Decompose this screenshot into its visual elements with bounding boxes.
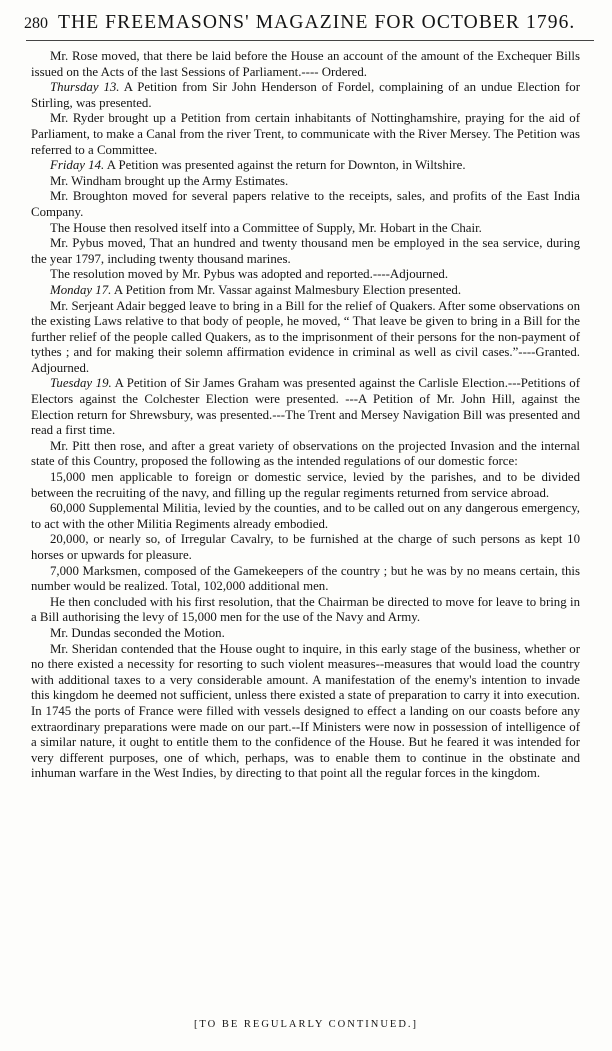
paragraph-text: 20,000, or nearly so, of Irregular Cavalry, to be furnished at the charge of such persons as kept 10 horses or upwards for pleasure. [31, 532, 580, 562]
paragraph [31, 470, 580, 501]
continued-notice: [TO BE REGULARLY CONTINUED.] [193, 1019, 419, 1030]
paragraph [31, 49, 580, 80]
article-body [31, 49, 580, 782]
paragraph [31, 158, 580, 174]
paragraph [31, 111, 580, 158]
session-day: Tuesday 19. [50, 376, 112, 391]
paragraph [31, 532, 580, 563]
paragraph-text: Mr. Sheridan contended that the House ought to inquire, in this early stage of the business, whether or no there existed a necessity for resorting to such violent measures--measures that would load the country with additional taxes to a very considerable amount. A manifestation of the enemy's intention to invade this kingdom he deemed not sufficient, unless there existed a state of preparation to carry it into execution. In 1745 the ports of France were filled with vessels designed to effect a landing on our coasts before any extraordinary preparations were made on our part.--If Ministers were now in possession of intelligence of a similar nature, it ought to entitle them to the confidence of the House. But he feared it was intended for very different purposes, one of which, perhaps, was to enable them to continue in the obstinate and inhuman warfare in the West Indies, by directing to that point all the regular forces in the kingdom. [31, 641, 580, 781]
session-day: Monday 17. [50, 282, 112, 297]
paragraph [31, 642, 580, 782]
paragraph-text: Mr. Rose moved, that there be laid before the House an account of the amount of the Exchequer Bills issued on the Acts of the last Sessions of Parliament.---- Ordered. [31, 49, 580, 79]
paragraph-text: 60,000 Supplemental Militia, levied by the counties, and to be called out on any dangerous emergency, to act with the other Militia Regiments already embodied. [31, 501, 580, 531]
paragraph [31, 189, 580, 220]
page-header [24, 12, 594, 38]
paragraph [31, 283, 580, 299]
paragraph [31, 299, 580, 377]
paragraph [31, 376, 580, 438]
paragraph [31, 626, 580, 642]
paragraph-text: 7,000 Marksmen, composed of the Gamekeepers of the country ; but he was by no means certain, this number would be realized. Total, 102,000 additional men. [31, 563, 580, 594]
paragraph-text: Mr. Windham brought up the Army Estimates. [50, 173, 289, 188]
running-title: THE FREEMASONS' MAGAZINE FOR OCTOBER 1796. [58, 12, 576, 33]
header-rule [26, 40, 594, 41]
paragraph-text: Mr. Serjeant Adair begged leave to bring in a Bill for the relief of Quakers. After some observations on the existing Laws relative to that body of people, he moved, “ That leave be given to bring in a Bill for the further relief of the people called Quakers, as to the imprisonment of their persons for the non-payment of tythes ; and for making their solemn affirmation evidence in criminal as well as civil cases.”----Granted. Adjourned. [31, 298, 580, 375]
paragraph [31, 501, 580, 532]
paragraph [31, 439, 580, 470]
paragraph [31, 174, 580, 190]
paragraph-text: He then concluded with his first resolution, that the Chairman be directed to move for leave to bring in a Bill authorising the levy of 15,000 men for the use of the Navy and Army. [31, 594, 580, 625]
paragraph-text: Mr. Pitt then rose, and after a great variety of observations on the projected Invasion and the internal state of this Country, proposed the following as the intended regulations of our domestic force: [31, 438, 580, 469]
paragraph-text: A Petition from Sir John Henderson of Fordel, complaining of an undue Election for Stirling, was presented. [31, 80, 580, 110]
paragraph-text: A Petition was presented against the return for Downton, in Wiltshire. [104, 158, 466, 173]
page-number: 280 [24, 15, 48, 32]
paragraph-text: The House then resolved itself into a Committee of Supply, Mr. Hobart in the Chair. [50, 220, 482, 235]
paragraph-text: Mr. Broughton moved for several papers relative to the receipts, sales, and profits of the East India Company. [31, 189, 580, 219]
paragraph [31, 595, 580, 626]
paragraph [31, 267, 580, 283]
paragraph-text: The resolution moved by Mr. Pybus was adopted and reported.----Adjourned. [50, 267, 449, 282]
session-day: Thursday 13. [50, 80, 120, 95]
paragraph-text: Mr. Dundas seconded the Motion. [50, 625, 225, 640]
paragraph-text: Mr. Ryder brought up a Petition from certain inhabitants of Nottinghamshire, praying for the aid of Parliament, to make a Canal from the river Trent, to communicate with the River Mersey. The Petition was referred to a Committee. [31, 111, 580, 157]
paragraph [31, 80, 580, 111]
paragraph-text: 15,000 men applicable to foreign or domestic service, levied by the parishes, and to be divided between the recruiting of the navy, and filling up the regular regiments returned from service abroad. [31, 470, 580, 500]
paragraph [31, 564, 580, 595]
paragraph-text: Mr. Pybus moved, That an hundred and twenty thousand men be employed in the sea service, during the year 1797, including twenty thousand marines. [31, 236, 580, 266]
session-day: Friday 14. [50, 158, 105, 173]
paragraph [31, 221, 580, 237]
paragraph-text: A Petition from Mr. Vassar against Malmesbury Election presented. [111, 282, 462, 297]
paragraph [31, 236, 580, 267]
paragraph-text: A Petition of Sir James Graham was presented against the Carlisle Election.---Petitions of Electors against the Colchester Election were presented. ---A Petition of Mr. John Hill, against the Election return for Shrewsbury, was presented.---The Trent and Mersey Navigation Bill was presented and read a first time. [31, 376, 580, 438]
